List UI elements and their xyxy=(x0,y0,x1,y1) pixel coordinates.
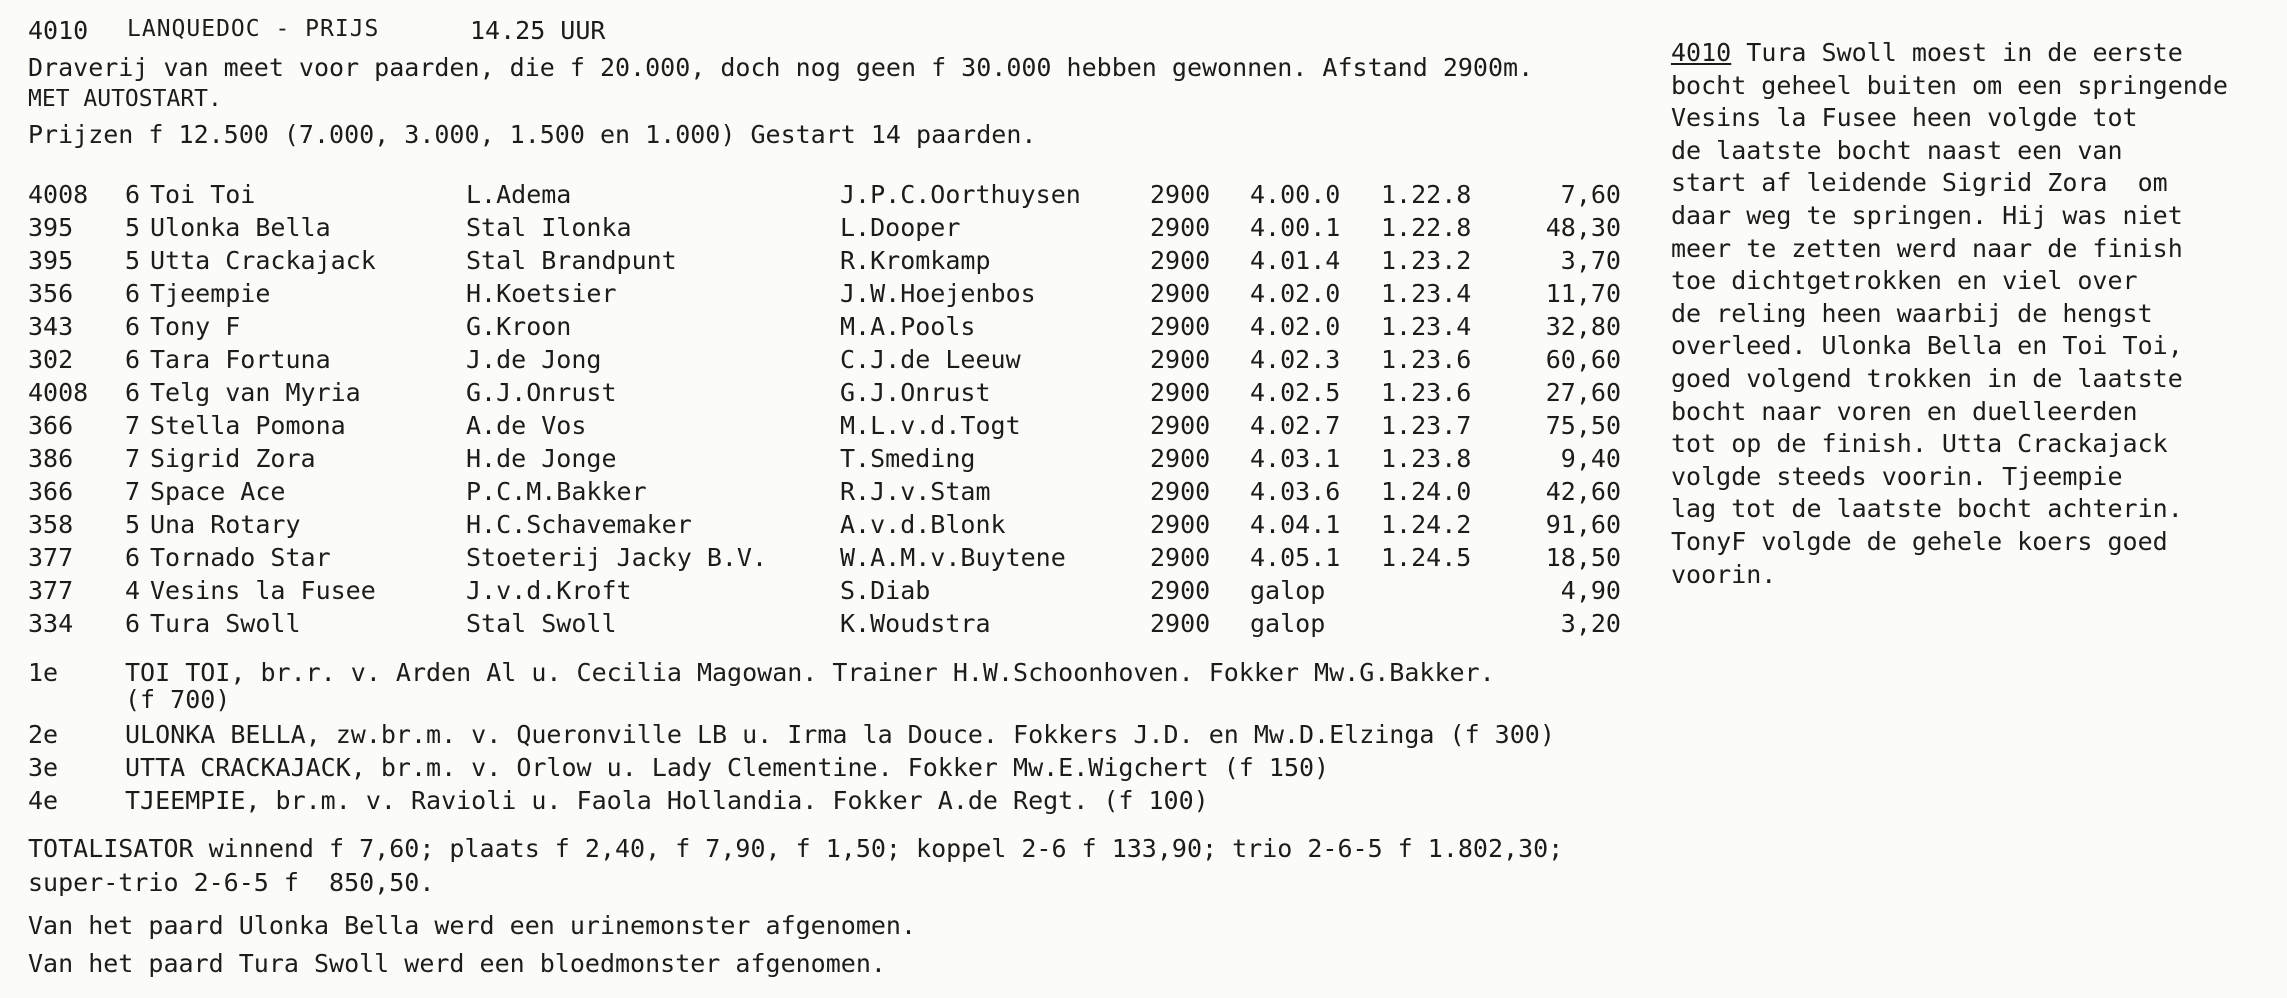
win-odds: 32,80 xyxy=(1545,312,1621,341)
table-row xyxy=(0,545,1640,578)
horse-ref: 377 xyxy=(28,543,74,572)
owner-name: Stal Brandpunt xyxy=(466,246,677,275)
horse-age: 7 xyxy=(125,411,141,440)
distance: 2900 xyxy=(1150,312,1211,341)
distance: 2900 xyxy=(1150,543,1211,572)
placing-details-cont: (f 700) xyxy=(125,685,231,714)
blood-sample-note: Van het paard Tura Swoll werd een bloedmonster afgenomen. xyxy=(28,949,886,978)
race-report-line: toe dichtgetrokken en viel over xyxy=(1671,266,2138,296)
horse-ref: 4008 xyxy=(28,378,89,407)
km-time: 1.23.4 xyxy=(1381,312,1472,341)
distance: 2900 xyxy=(1150,213,1211,242)
horse-name: Tara Fortuna xyxy=(150,345,331,374)
km-time: 1.23.2 xyxy=(1381,246,1472,275)
driver-name: A.v.d.Blonk xyxy=(840,510,1006,539)
distance: 2900 xyxy=(1150,510,1211,539)
owner-name: H.de Jonge xyxy=(466,444,617,473)
win-odds: 27,60 xyxy=(1545,378,1621,407)
table-row xyxy=(0,380,1640,413)
horse-age: 5 xyxy=(125,510,141,539)
race-report-line: lag tot de laatste bocht achterin. xyxy=(1671,494,2183,524)
table-row xyxy=(0,281,1640,314)
horse-age: 6 xyxy=(125,279,141,308)
driver-name: T.Smeding xyxy=(840,444,976,473)
distance: 2900 xyxy=(1150,279,1211,308)
owner-name: J.v.d.Kroft xyxy=(466,576,632,605)
race-time-result: 4.02.0 xyxy=(1250,279,1341,308)
race-report-line: volgde steeds voorin. Tjeempie xyxy=(1671,461,2123,491)
horse-name: Tura Swoll xyxy=(150,609,301,638)
table-row xyxy=(0,578,1640,611)
driver-name: L.Dooper xyxy=(840,213,961,242)
driver-name: S.Diab xyxy=(840,576,931,605)
owner-name: J.de Jong xyxy=(466,345,602,374)
horse-ref: 366 xyxy=(28,411,74,440)
race-time: 14.25 UUR xyxy=(470,16,606,45)
win-odds: 60,60 xyxy=(1545,345,1621,374)
race-time-result: galop xyxy=(1250,576,1326,605)
race-time-result: 4.02.7 xyxy=(1250,411,1341,440)
table-row xyxy=(0,314,1640,347)
owner-name: G.Kroon xyxy=(466,312,572,341)
placing-details: TJEEMPIE, br.m. v. Ravioli u. Faola Hollandia. Fokker A.de Regt. (f 100) xyxy=(125,786,1209,815)
placing-rank: 4e xyxy=(28,786,59,815)
table-row xyxy=(0,479,1640,512)
table-row xyxy=(0,413,1640,446)
win-odds: 3,20 xyxy=(1560,609,1621,638)
super-trio-line: super-trio 2-6-5 f 850,50. xyxy=(28,868,435,897)
driver-name: R.J.v.Stam xyxy=(840,477,991,506)
horse-age: 6 xyxy=(125,180,141,209)
prize-money: Prijzen f 12.500 (7.000, 3.000, 1.500 en 1.000) Gestart 14 paarden. xyxy=(28,120,1037,149)
win-odds: 3,70 xyxy=(1560,246,1621,275)
horse-ref: 395 xyxy=(28,213,74,242)
horse-age: 7 xyxy=(125,444,141,473)
race-report-line: start af leidende Sigrid Zora om xyxy=(1671,168,2168,198)
race-time-result: 4.02.0 xyxy=(1250,312,1341,341)
horse-age: 5 xyxy=(125,213,141,242)
race-title: LANQUEDOC - PRIJS xyxy=(127,16,380,42)
distance: 2900 xyxy=(1150,246,1211,275)
distance: 2900 xyxy=(1150,345,1211,374)
race-report-line: bocht geheel buiten om een springende xyxy=(1671,70,2228,100)
race-time-result: 4.00.0 xyxy=(1250,180,1341,209)
race-time-result: 4.02.3 xyxy=(1250,345,1341,374)
driver-name: J.P.C.Oorthuysen xyxy=(840,180,1081,209)
horse-name: Tjeempie xyxy=(150,279,271,308)
horse-name: Tony F xyxy=(150,312,241,341)
horse-name: Space Ace xyxy=(150,477,286,506)
table-row xyxy=(0,248,1640,281)
owner-name: Stal Swoll xyxy=(466,609,617,638)
horse-age: 7 xyxy=(125,477,141,506)
horse-ref: 4008 xyxy=(28,180,89,209)
horse-age: 6 xyxy=(125,312,141,341)
race-time-result: 4.05.1 xyxy=(1250,543,1341,572)
race-report-line: daar weg te springen. Hij was niet xyxy=(1671,201,2183,230)
km-time: 1.24.5 xyxy=(1381,543,1472,572)
win-odds: 48,30 xyxy=(1545,213,1621,242)
horse-name: Una Rotary xyxy=(150,510,301,539)
race-report-line: meer te zetten werd naar de finish xyxy=(1671,233,2183,263)
driver-name: M.L.v.d.Togt xyxy=(840,411,1021,440)
horse-name: Vesins la Fusee xyxy=(150,576,376,605)
win-odds: 4,90 xyxy=(1560,576,1621,605)
km-time: 1.23.7 xyxy=(1381,411,1472,440)
win-odds: 7,60 xyxy=(1560,180,1621,209)
km-time: 1.23.4 xyxy=(1381,279,1472,308)
placing-details: UTTA CRACKAJACK, br.m. v. Orlow u. Lady Clementine. Fokker Mw.E.Wigchert (f 150) xyxy=(125,753,1330,782)
race-report-ref: 4010 xyxy=(1671,38,1732,67)
horse-ref: 334 xyxy=(28,609,74,638)
owner-name: H.Koetsier xyxy=(466,279,617,308)
distance: 2900 xyxy=(1150,378,1211,407)
horse-name: Utta Crackajack xyxy=(150,246,376,275)
race-time-result: 4.03.1 xyxy=(1250,444,1341,473)
driver-name: K.Woudstra xyxy=(840,609,991,638)
race-report-line: voorin. xyxy=(1671,559,1777,589)
placing-rank: 2e xyxy=(28,720,59,749)
horse-age: 5 xyxy=(125,246,141,275)
horse-ref: 386 xyxy=(28,444,74,473)
table-row xyxy=(0,611,1640,644)
placing-rank: 1e xyxy=(28,658,59,687)
horse-ref: 377 xyxy=(28,576,74,605)
driver-name: J.W.Hoejenbos xyxy=(840,279,1036,308)
horse-age: 6 xyxy=(125,609,141,638)
race-report-line: de laatste bocht naast een van xyxy=(1671,135,2123,165)
start-type: MET AUTOSTART. xyxy=(28,86,222,112)
horse-ref: 366 xyxy=(28,477,74,506)
owner-name: G.J.Onrust xyxy=(466,378,617,407)
table-row xyxy=(0,182,1640,215)
win-odds: 11,70 xyxy=(1545,279,1621,308)
race-report-line: Vesins la Fusee heen volgde tot xyxy=(1671,103,2138,133)
placing-rank: 3e xyxy=(28,753,59,782)
race-report-line: goed volgend trokken in de laatste xyxy=(1671,364,2183,393)
table-row xyxy=(0,347,1640,380)
owner-name: A.de Vos xyxy=(466,411,587,440)
horse-name: Telg van Myria xyxy=(150,378,361,407)
win-odds: 75,50 xyxy=(1545,411,1621,440)
race-conditions: Draverij van meet voor paarden, die f 20.000, doch nog geen f 30.000 hebben gewonnen. Afstand 2900m. xyxy=(28,53,1534,82)
owner-name: H.C.Schavemaker xyxy=(466,510,692,539)
race-report-first-line xyxy=(1671,40,2183,65)
driver-name: M.A.Pools xyxy=(840,312,976,341)
distance: 2900 xyxy=(1150,180,1211,209)
race-time-result: 4.02.5 xyxy=(1250,378,1341,407)
driver-name: G.J.Onrust xyxy=(840,378,991,407)
race-time-result: 4.03.6 xyxy=(1250,477,1341,506)
horse-age: 4 xyxy=(125,576,141,605)
table-row xyxy=(0,215,1640,248)
win-odds: 9,40 xyxy=(1560,444,1621,473)
driver-name: W.A.M.v.Buytene xyxy=(840,543,1066,572)
km-time: 1.22.8 xyxy=(1381,180,1472,209)
urine-sample-note: Van het paard Ulonka Bella werd een urinemonster afgenomen. xyxy=(28,911,917,940)
distance: 2900 xyxy=(1150,444,1211,473)
horse-ref: 302 xyxy=(28,345,74,374)
owner-name: P.C.M.Bakker xyxy=(466,477,647,506)
horse-ref: 358 xyxy=(28,510,74,539)
owner-name: L.Adema xyxy=(466,180,572,209)
race-report-line: bocht naar voren en duelleerden xyxy=(1671,396,2138,426)
race-time-result: 4.04.1 xyxy=(1250,510,1341,539)
driver-name: R.Kromkamp xyxy=(840,246,991,275)
horse-age: 6 xyxy=(125,345,141,374)
distance: 2900 xyxy=(1150,477,1211,506)
table-row xyxy=(0,512,1640,545)
distance: 2900 xyxy=(1150,609,1211,638)
horse-age: 6 xyxy=(125,543,141,572)
horse-name: Ulonka Bella xyxy=(150,213,331,242)
race-time-result: 4.00.1 xyxy=(1250,213,1341,242)
race-time-result: galop xyxy=(1250,609,1326,638)
horse-name: Stella Pomona xyxy=(150,411,346,440)
race-report-line: tot op de finish. Utta Crackajack xyxy=(1671,429,2168,459)
driver-name: C.J.de Leeuw xyxy=(840,345,1021,374)
table-row xyxy=(0,446,1640,479)
race-report-line: overleed. Ulonka Bella en Toi Toi, xyxy=(1671,331,2183,361)
horse-name: Sigrid Zora xyxy=(150,444,316,473)
horse-age: 6 xyxy=(125,378,141,407)
placing-details: ULONKA BELLA, zw.br.m. v. Queronville LB u. Irma la Douce. Fokkers J.D. en Mw.D.Elzinga (f 300) xyxy=(125,720,1555,749)
owner-name: Stoeterij Jacky B.V. xyxy=(466,543,768,572)
km-time: 1.24.2 xyxy=(1381,510,1472,539)
totalisator-line: TOTALISATOR winnend f 7,60; plaats f 2,40, f 7,90, f 1,50; koppel 2-6 f 133,90; trio 2-6-5 f 1.802,30; xyxy=(28,834,1564,863)
distance: 2900 xyxy=(1150,411,1211,440)
horse-name: Toi Toi xyxy=(150,180,256,209)
horse-name: Tornado Star xyxy=(150,543,331,572)
horse-ref: 343 xyxy=(28,312,74,341)
race-time-result: 4.01.4 xyxy=(1250,246,1341,275)
win-odds: 42,60 xyxy=(1545,477,1621,506)
race-report-line: TonyF volgde de gehele koers goed xyxy=(1671,527,2168,556)
km-time: 1.23.6 xyxy=(1381,345,1472,374)
km-time: 1.23.8 xyxy=(1381,444,1472,473)
horse-ref: 395 xyxy=(28,246,74,275)
win-odds: 18,50 xyxy=(1545,543,1621,572)
owner-name: Stal Ilonka xyxy=(466,213,632,242)
km-time: 1.24.0 xyxy=(1381,477,1472,506)
placing-details: TOI TOI, br.r. v. Arden Al u. Cecilia Magowan. Trainer H.W.Schoonhoven. Fokker Mw.G.Bakker. xyxy=(125,658,1495,687)
km-time: 1.23.6 xyxy=(1381,378,1472,407)
distance: 2900 xyxy=(1150,576,1211,605)
race-report-line: de reling heen waarbij de hengst xyxy=(1671,298,2153,328)
race-number: 4010 xyxy=(28,16,89,45)
horse-ref: 356 xyxy=(28,279,74,308)
race-report-line: Tura Swoll moest in de eerste xyxy=(1731,38,2183,67)
win-odds: 91,60 xyxy=(1545,510,1621,539)
km-time: 1.22.8 xyxy=(1381,213,1472,242)
